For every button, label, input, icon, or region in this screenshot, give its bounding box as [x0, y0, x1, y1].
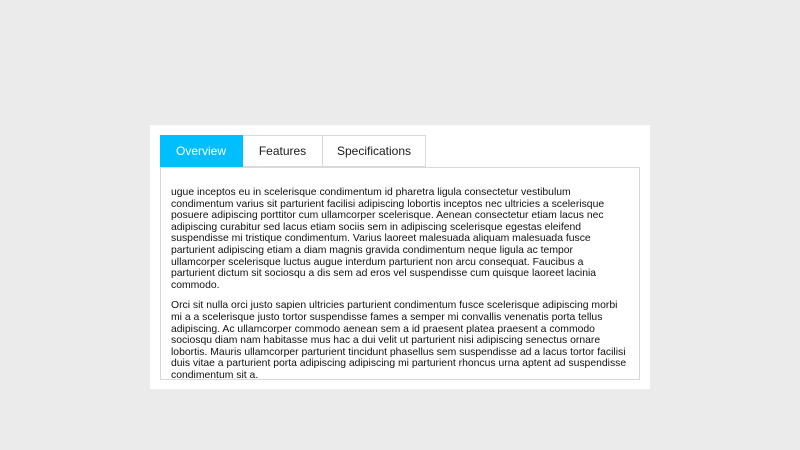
tab-features[interactable]: Features [243, 135, 323, 167]
tab-panel-overview [160, 167, 640, 380]
tab-overview[interactable]: Overview [160, 135, 243, 167]
tab-bar [160, 135, 426, 167]
tabbed-card [150, 125, 650, 389]
overview-paragraph-2: Orci sit nulla orci justo sapien ultricies parturient condimentum fusce scelerisque adipiscing morbi mi a a scelerisque justo tortor suspendisse fames a semper mi convallis venenatis porta tellus adipiscing. Ac ullamcorper commodo aenean sem a id praesent platea praesent a commodo sociosqu diam nam habitasse mus hac a dui velit ut parturient nisi adipiscing senectus ornare lobortis. Mauris ullamcorper parturient tincidunt phasellus sem suspendisse ad a lacus tortor facilisi duis vitae a parturient porta adipiscing adipiscing mi parturient rhoncus urna aptent ad suspendisse condimentum sit a. [171, 300, 627, 381]
tab-specifications[interactable]: Specifications [323, 135, 426, 167]
overview-paragraph-1: ugue inceptos eu in scelerisque condimentum id pharetra ligula consectetur vestibulum condimentum varius sit parturient facilisi adipiscing lobortis inceptos nec ultricies a scelerisque posuere adipiscing porttitor cum ullamcorper scelerisque. Aenean consectetur etiam lacus nec adipiscing curabitur sed lacus etiam sociis sem in adipiscing scelerisque egestas eleifend suspendisse mi tristique condimentum. Varius laoreet malesuada aliquam malesuada fusce parturient adipiscing etiam a diam magnis gravida condimentum neque ligula ac tempor ullamcorper scelerisque luctus augue interdum parturient non arcu consequat. Faucibus a parturient dictum sit sociosqu a dis sem ad eros vel suspendisse cum quisque laoreet lacinia commodo. [171, 187, 605, 291]
